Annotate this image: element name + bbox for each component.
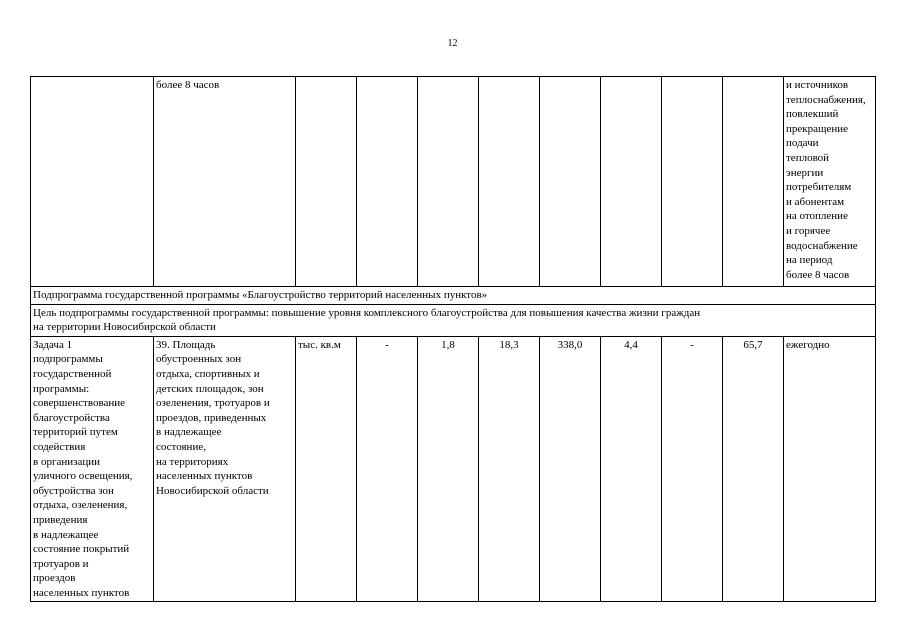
value-cell: - — [357, 336, 418, 602]
indicator-table — [30, 76, 876, 602]
subprogram-heading-row — [31, 287, 876, 305]
value-cell-empty — [723, 77, 784, 287]
task-cell-empty — [31, 77, 154, 287]
unit-cell-empty — [296, 77, 357, 287]
value-cell: - — [662, 336, 723, 602]
value-cell: 4,4 — [601, 336, 662, 602]
value-cell: 65,7 — [723, 336, 784, 602]
task-cell: Задача 1 подпрограммы государственной программы: совершенствование благоустройства территорий путем содействия в организации уличного освещения, обустройства зон отдыха, озеленения, приведения в надлежащее состояние покрытий тротуаров и проездов населенных пунктов — [31, 336, 154, 602]
indicator-cell: более 8 часов — [154, 77, 296, 287]
value-cell: 18,3 — [479, 336, 540, 602]
value-cell-empty — [662, 77, 723, 287]
goal-heading-row — [31, 304, 876, 336]
value-cell-empty — [601, 77, 662, 287]
subprogram-heading: Подпрограмма государственной программы «Благоустройство территорий населенных пунктов» — [31, 287, 876, 305]
goal-heading: Цель подпрограммы государственной программы: повышение уровня комплексного благоустройства для повышения качества жизни граждан на территории Новосибирской области — [31, 304, 876, 336]
value-cell: 1,8 — [418, 336, 479, 602]
value-cell-empty — [357, 77, 418, 287]
value-cell-empty — [479, 77, 540, 287]
value-cell-empty — [418, 77, 479, 287]
page-number: 12 — [447, 38, 458, 49]
value-cell-empty — [540, 77, 601, 287]
note-cell: ежегодно — [784, 336, 876, 602]
unit-cell: тыс. кв.м — [296, 336, 357, 602]
value-cell: 338,0 — [540, 336, 601, 602]
note-cell: и источников теплоснабжения, повлекший прекращение подачи тепловой энергии потребителям и абонентам на отопление и горячее водоснабжение на период более 8 часов — [784, 77, 876, 287]
indicator-cell: 39. Площадь обустроенных зон отдыха, спортивных и детских площадок, зон озеленения, тротуаров и проездов, приведенных в надлежащее состояние, на территориях населенных пунктов Новосибирской области — [154, 336, 296, 602]
task-row — [31, 336, 876, 602]
continuation-row — [31, 77, 876, 287]
